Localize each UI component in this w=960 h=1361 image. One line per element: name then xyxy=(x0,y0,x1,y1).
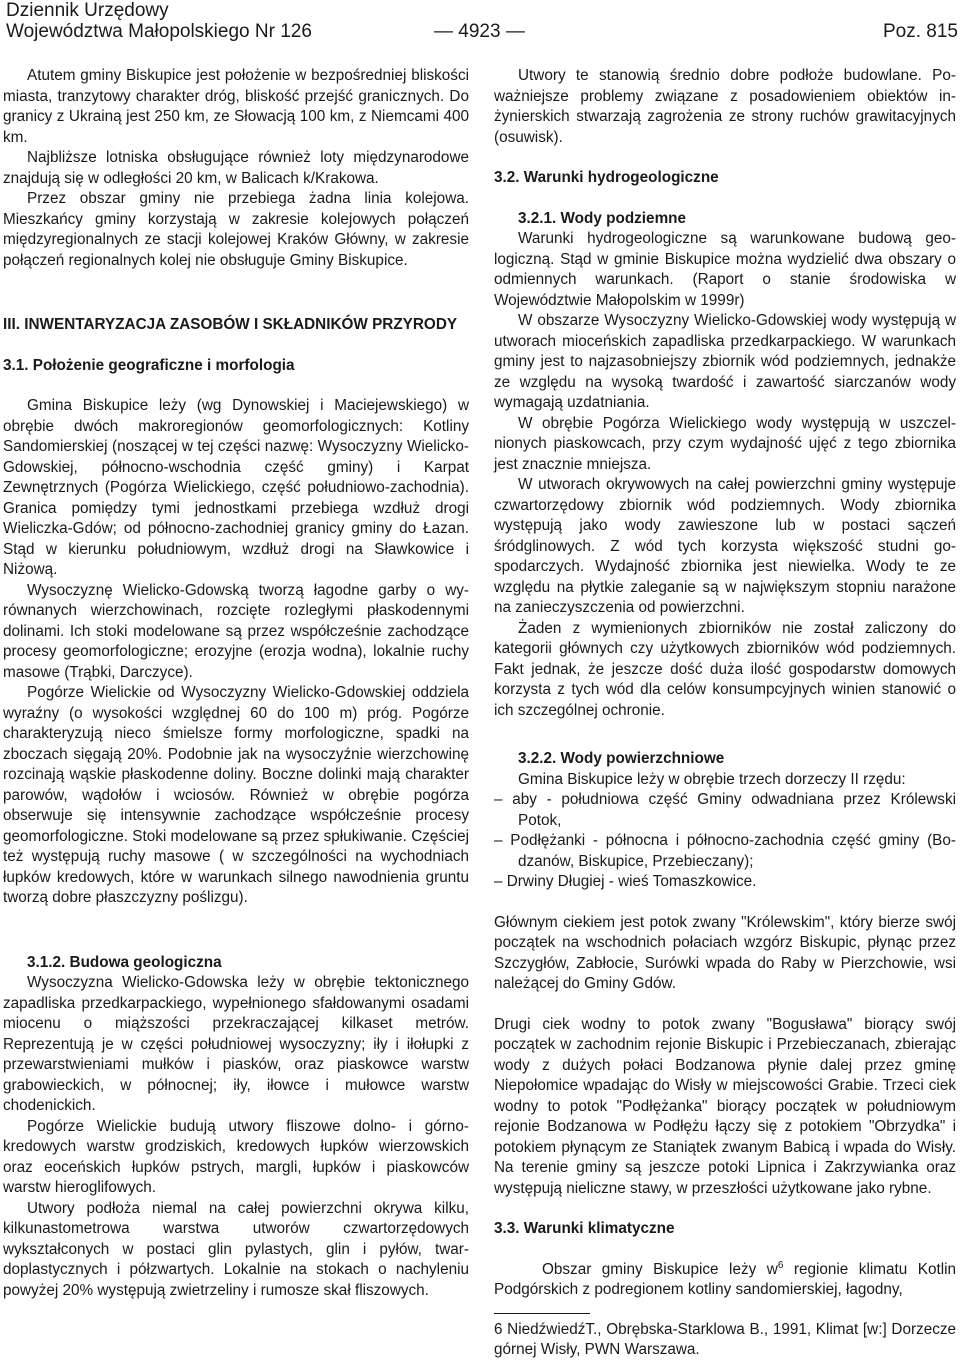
subsection-heading: 3.2.2. Wody powierzchniowe xyxy=(518,750,725,767)
list-item: – aby - południowa część Gminy odwadniana przez Królewski Potok, xyxy=(494,791,956,829)
paragraph: Pogórze Wielickie od Wysoczyzny Wielicko-Gdowskiej oddziela wyraźny (o wysokości względnej 60 do 100 m) próg. Pogórze charakteryzują nieco śmielsze formy morfologiczne, spadki na zboczach sięgają 20%. Podobnie jak na wysoczyźnie wierzchowinę rozcinają wąskie płaskodenne doliny. Boczne dolinki mają charakter parowów, wądołów i wciosów. Również w obrębie pogórza obserwuje się intensywnie zachodzące współcześnie procesy geomorfologiczne. Stoki modelowane są przez spłukiwanie. Częściej też występują ruchy masowe ( w szczególności na wychodniach łupków kredowych, które w warunkach silnego nawodnienia gruntu tworzą dobre płaszczyzny poślizgu). xyxy=(3,684,469,906)
section-heading: III. INWENTARYZACJA ZASOBÓW I SKŁADNIKÓW PRZYRODY xyxy=(3,316,458,333)
subsection-heading: 3.1.2. Budowa geologiczna xyxy=(27,953,222,971)
paragraph: Głównym ciekiem jest potok zwany "Królewskim", który bierze swój początek na wschodnich połaciach wzgórz Biskupic, płynąc przez Szczygłów, Zabłocie, Surówki wpada do Raby w Pierzchowie, wsi należącej do Gminy Gdów. xyxy=(494,913,956,992)
paragraph: Drugi ciek wodny to potok zwany "Bogusława" biorący swój początek w zachodnim rejonie Biskupic i Przebieczanach, zbierając wody z dużych połaci Bodzanowa płynie dalej przez gminę Niepołomice wpadając do Wisły w miejscowości Grabie. Trzeci ciek wodny to potok "Podłężanka" biorący początek w południowym rejonie Bodzanowa w Podłężu łączy się z potokiem "Obrzydka" i potokiem płynącym ze Staniątek zwanym Babicą i wpada do Wisły. Na terenie gminy są jeszcze potoki Lipnica i Zakrzywianka oraz występują nieliczne stawy, w przeszłości użytkowane jako rybne. xyxy=(494,1015,956,1197)
footnote xyxy=(494,1320,956,1361)
paragraph: Wysoczyzna Wielicko-Gdowska leży w obrębie tektonicznego zapadliska przedkarpackiego, wypełnionego sfałdowanymi osadami miocenu o miąższości przekraczającej kilkaset metrów. Reprezentują je w części południowej wysoczyzny; iły i iłołupki z przewarstwieniami mułków i piasków, oraz piaskowce warstw grabowieckich, w północnej; iły, iłowce i mułowce warstw chodenickich. xyxy=(3,974,469,1114)
paragraph: Najbliższe lotniska obsługujące również loty międzynarodowe znajdują się w odległości 20 km, w Balicach k/Krakowa. xyxy=(3,149,469,187)
page-number: — 4923 — xyxy=(434,21,525,42)
paragraph: W obrębie Pogórza Wielickiego wody występują w uszczelnionych piaskowcach, przy czym wydajność ujęć z tego zbiornika jest znacznie mniejsza. xyxy=(494,414,956,473)
subsection-heading: 3.2. Warunki hydrogeologiczne xyxy=(494,169,719,186)
paragraph: Wysoczyznę Wielicko-Gdowską tworzą łagodne garby o wyrównanych wierzchowinach, rozcięte rozległymi płaskodennymi dolinami. Ich stoki modelowane są przez współcześnie zachodzące procesy geomorfologiczne; erozyjne (erozja wodna), lokalnie ruchy masowe (Trąbki, Darczyce). xyxy=(3,581,469,681)
paragraph: Utwory podłoża niemal na całej powierzchni okrywa kilku, kilkunastometrowa warstwa utworów czwartorzędowych wykształconych w postaci glin pylastych, glin i pyłów, twardoplastycznych i półzwartych. Lokalnie na stokach o nachyleniu powyżej 20% występują zwietrzeliny i rumosze skał fliszowych. xyxy=(3,1199,469,1299)
subsection-heading: 3.2.1. Wody podziemne xyxy=(518,209,687,227)
paragraph: Utwory te stanowią średnio dobre podłoże budowlane. Poważniejsze problemy związane z posadowieniem obiektów inżynierskich stwarzają zagrożenia ze strony ruchów grawitacyjnych (osuwisk). xyxy=(494,67,956,146)
journal-subtitle: Województwa Małopolskiego Nr 126 xyxy=(6,21,312,42)
footnote-divider xyxy=(494,1313,590,1314)
paragraph: Żaden z wymienionych zbiorników nie został zaliczony do kategorii głównych czy użytkowych zbiorników wód podziemnych. Fakt jednak, że jeszcze dość duża ilość gospodarstw domowych korzysta z tych wód dla celów konsumpcyjnych winien stanowić o ich szczególnej ochronie. xyxy=(494,619,956,719)
footnote-text: NiedźwiedźT., Obrębska-Starklowa B., 1991, Klimat [w:] Dorzecze górnej Wisły, PWN Warszawa. xyxy=(494,1320,956,1358)
river-basin-list xyxy=(494,790,956,893)
paragraph: W utworach okrywowych na całej powierzchni gminy występuje czwartorzędowy zbiornik wód podziemnych. Wody zbiornika występują jako wody zawieszone lub w postaci sączeń śródglinowych. Z wód tych korzysta większość studni gospodarczych. Wydajność zbiornika jest niewielka. Wody te ze względu na płytkie zaleganie są w największym stopniu narażone na zanieczyszczenia od powierzchni. xyxy=(494,476,956,616)
list-item: – Podłężanki - północna i północno-zachodnia część gminy (Bodzanów, Biskupice, Przebieczany); xyxy=(494,832,956,870)
paragraph: Warunki hydrogeologiczne są warunkowane budową geologiczną. Stąd w gminie Biskupice można wydzielić dwa obszary o odmiennych warunkach. (Raport o stanie środowiska w Województwie Małopolskim w 1999r) xyxy=(494,230,956,309)
subsection-heading: 3.1. Położenie geograficzne i morfologia xyxy=(3,356,295,374)
paragraph: Atutem gminy Biskupice jest położenie w bezpośredniej bliskości miasta, tranzytowy charakter dróg, bliskość przejść granicznych. Do granicy z Ukrainą jest 250 km, ze Słowacją 100 km, z Niemcami 400 km. xyxy=(3,67,469,146)
position-number: Poz. 815 xyxy=(883,21,958,42)
paragraph: Przez obszar gminy nie przebiega żadna linia kolejowa. Mieszkańcy gminy korzystają w zakresie kolejowych połączeń międzyregionalnych ze stacji kolejowej Kraków Główny, w zakresie połączeń regionalnych kolej nie obsługuje Gminy Biskupice. xyxy=(3,190,469,269)
climate-text-start: Obszar gminy Biskupice leży w xyxy=(542,1260,778,1278)
footnote-marker: 6 xyxy=(494,1320,503,1338)
subsection-heading: 3.3. Warunki klimatyczne xyxy=(494,1220,675,1237)
paragraph: Gmina Biskupice leży (wg Dynowskiej i Maciejewskiego) w obrębie dwóch makroregionów geomorfologicznych: Kotliny Sandomierskiej (noszącej w tej części nazwę: Wysoczyzny Wielicko-Gdowskiej, północno-wschodnia część gminy) i Karpat Zewnętrznych (Pogórza Wielickiego, część południowo-zachodnia). Granica pomiędzy tymi jednostkami przebiega wzdłuż drogi Wieliczka-Gdów; od północno-zachodniej granicy gminy do Łazan. Stąd w kierunku południowym, wzdłuż drogi na Sławkowice i Niżową. xyxy=(3,397,469,578)
paragraph xyxy=(494,1260,956,1301)
footnote-reference: 6 xyxy=(777,1259,784,1271)
paragraph: Gmina Biskupice leży w obrębie trzech dorzeczy II rzędu: xyxy=(518,770,906,788)
paragraph: W obszarze Wysoczyzny Wielicko-Gdowskiej wody występują w utworach mioceńskich zapadliska przedkarpackiego. W warunkach gminy jest to najzasobniejszy zbiornik wód podziemnych, jednakże ze względu na wysoką twardość i zawartość siarczanów wody wymagają uzdatniania. xyxy=(494,312,956,411)
climate-text-end: regionie klimatu Kotlin Podgórskich z podregionem kotliny sandomierskiej, łagodny, xyxy=(494,1260,956,1298)
paragraph: Pogórze Wielickie budują utwory fliszowe dolno- i górnokredowych warstw grodziskich, kredowych łupków wierzowskich oraz eoceńskich łupków pstrych, margli, łupków i piaskowców warstw hieroglifowych. xyxy=(3,1117,469,1196)
journal-title: Dziennik Urzędowy xyxy=(6,0,169,21)
left-column xyxy=(3,66,469,1301)
right-column xyxy=(494,66,956,1361)
page-header xyxy=(6,0,958,44)
list-item: – Drwiny Długiej - wieś Tomaszkowice. xyxy=(494,873,757,890)
